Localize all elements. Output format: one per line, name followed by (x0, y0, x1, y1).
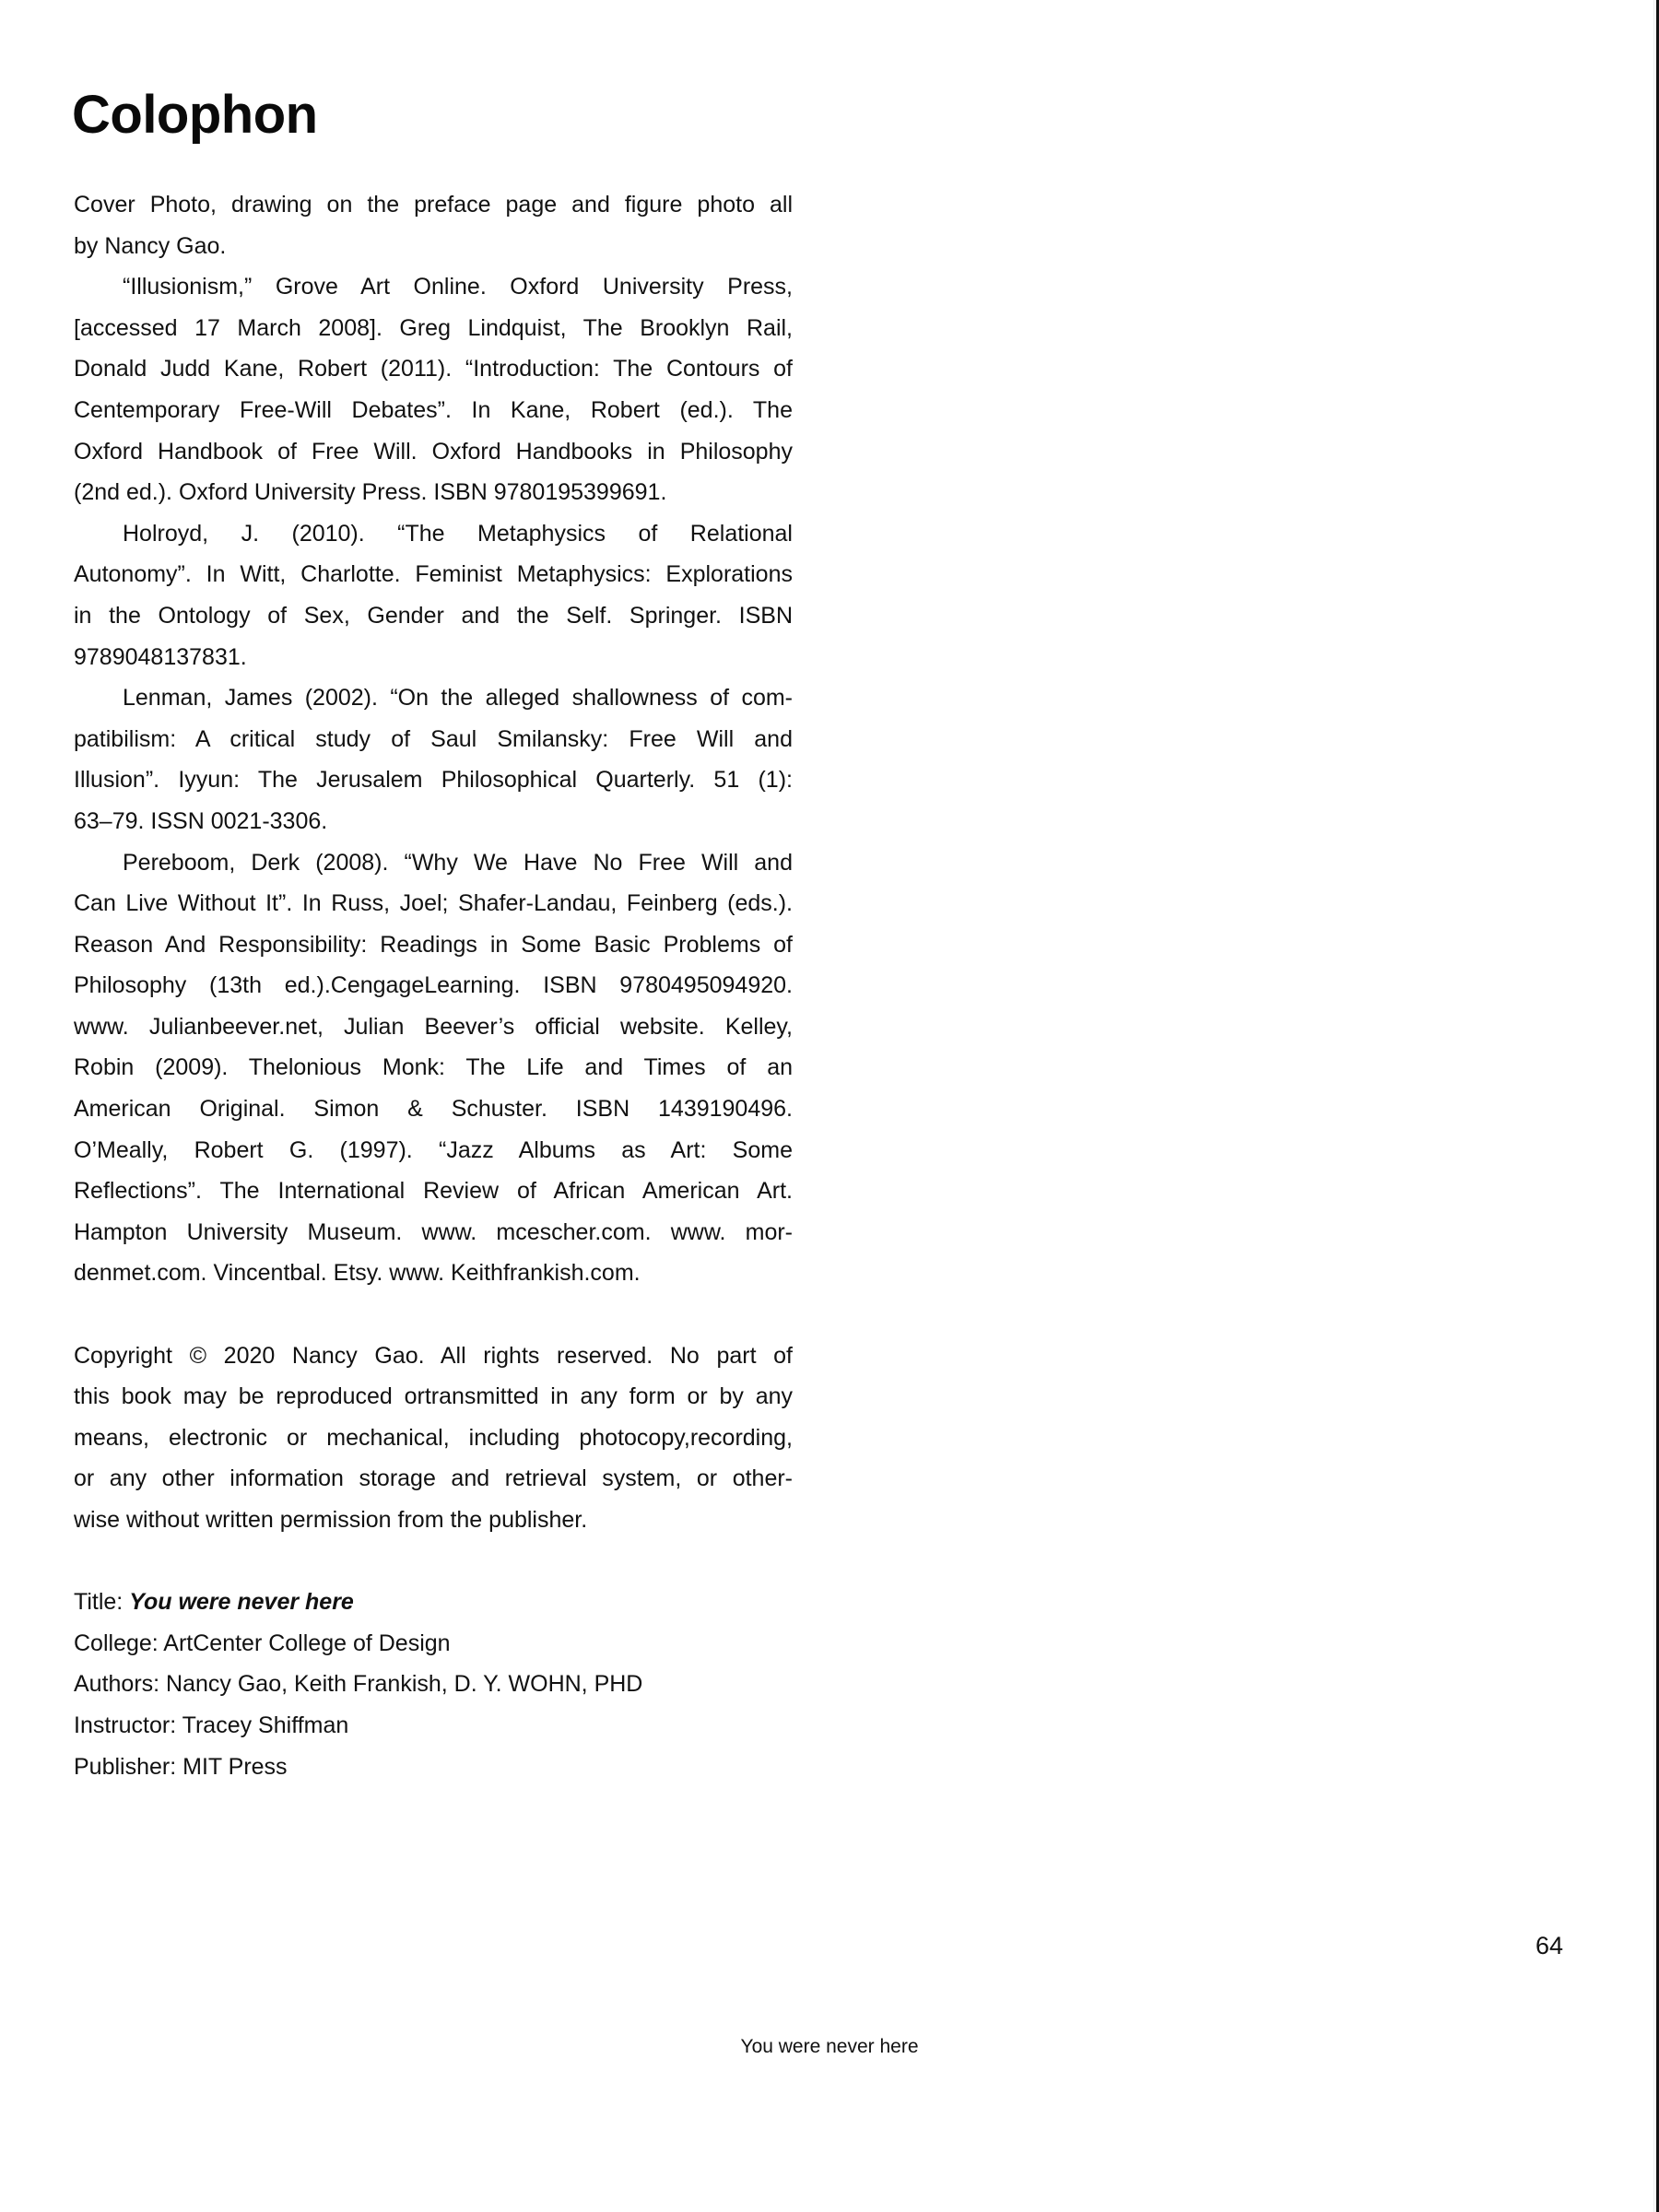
reference-line: Donald Judd Kane, Robert (2011). “Introduction: The Contours of (74, 356, 793, 382)
copyright-line: this book may be reproduced ortransmitted in any form or by any (74, 1383, 793, 1410)
reference-line: Hampton University Museum. www. mcescher.com. www. mor- (74, 1218, 793, 1245)
reference-line: Reflections”. The International Review of African American Art. (74, 1178, 793, 1205)
references-block (74, 184, 793, 1294)
reference-line: Autonomy”. In Witt, Charlotte. Feminist Metaphysics: Explorations (74, 561, 793, 588)
credit-title-label: Title: (74, 1589, 130, 1616)
reference-line: Holroyd, J. (2010). “The Metaphysics of Relational (123, 520, 793, 547)
reference-line: American Original. Simon & Schuster. ISBN 1439190496. (74, 1096, 793, 1123)
reference-line: patibilism: A critical study of Saul Smilansky: Free Will and (74, 725, 793, 752)
credit-publisher: Publisher: MIT Press (74, 1753, 288, 1780)
book-title: You were never here (129, 1589, 354, 1616)
page-edge-shadow (1653, 0, 1654, 2212)
reference-line: Cover Photo, drawing on the preface page and figure photo all (74, 192, 793, 218)
colophon-body (74, 184, 793, 1787)
credit-authors: Authors: Nancy Gao, Keith Frankish, D. Y. WOHN, PHD (74, 1671, 643, 1698)
running-footer: You were never here (740, 2036, 919, 2057)
copyright-line: wise without written permission from the publisher. (74, 1507, 588, 1533)
credit-instructor: Instructor: Tracey Shiffman (74, 1712, 349, 1738)
reference-line: in the Ontology of Sex, Gender and the Self. Springer. ISBN (74, 602, 793, 629)
copyright-line: Copyright © 2020 Nancy Gao. All rights reserved. No part of (74, 1342, 793, 1369)
reference-line: denmet.com. Vincentbal. Etsy. www. Keithfrankish.com. (74, 1260, 641, 1287)
reference-line: 63–79. ISSN 0021-3306. (74, 807, 328, 834)
reference-line: “Illusionism,” Grove Art Online. Oxford University Press, (123, 274, 793, 300)
reference-line: [accessed 17 March 2008]. Greg Lindquist, The Brooklyn Rail, (74, 314, 793, 341)
reference-line: Illusion”. Iyyun: The Jerusalem Philosophical Quarterly. 51 (1): (74, 767, 793, 794)
page-number: 64 (1535, 1932, 1564, 1959)
credit-title (74, 1582, 793, 1623)
copyright-line: means, electronic or mechanical, including photocopy,recording, (74, 1424, 793, 1451)
credit-college: College: ArtCenter College of Design (74, 1630, 451, 1656)
reference-line: Pereboom, Derk (2008). “Why We Have No Free Will and (123, 849, 793, 876)
reference-line: Oxford Handbook of Free Will. Oxford Handbooks in Philosophy (74, 438, 793, 465)
paragraph-gap (74, 1541, 793, 1583)
reference-line: Lenman, James (2002). “On the alleged shallowness of com- (123, 685, 793, 712)
page-title: Colophon (72, 85, 318, 145)
credits-block (74, 1582, 793, 1787)
paragraph-gap (74, 1294, 793, 1335)
reference-line: 9789048137831. (74, 643, 247, 670)
reference-line: Philosophy (13th ed.).CengageLearning. ISBN 9780495094920. (74, 972, 793, 999)
copyright-block (74, 1335, 793, 1541)
reference-line: Centemporary Free-Will Debates”. In Kane, Robert (ed.). The (74, 396, 793, 423)
reference-line: by Nancy Gao. (74, 232, 227, 259)
reference-line: Can Live Without It”. In Russ, Joel; Shafer-Landau, Feinberg (eds.). (74, 890, 793, 917)
reference-line: Reason And Responsibility: Readings in Some Basic Problems of (74, 931, 793, 958)
copyright-line: or any other information storage and retrieval system, or other- (74, 1465, 793, 1492)
reference-line: (2nd ed.). Oxford University Press. ISBN 9780195399691. (74, 479, 667, 506)
reference-line: www. Julianbeever.net, Julian Beever’s official website. Kelley, (74, 1013, 793, 1040)
reference-line: Robin (2009). Thelonious Monk: The Life and Times of an (74, 1054, 793, 1081)
reference-line: O’Meally, Robert G. (1997). “Jazz Albums as Art: Some (74, 1136, 793, 1163)
